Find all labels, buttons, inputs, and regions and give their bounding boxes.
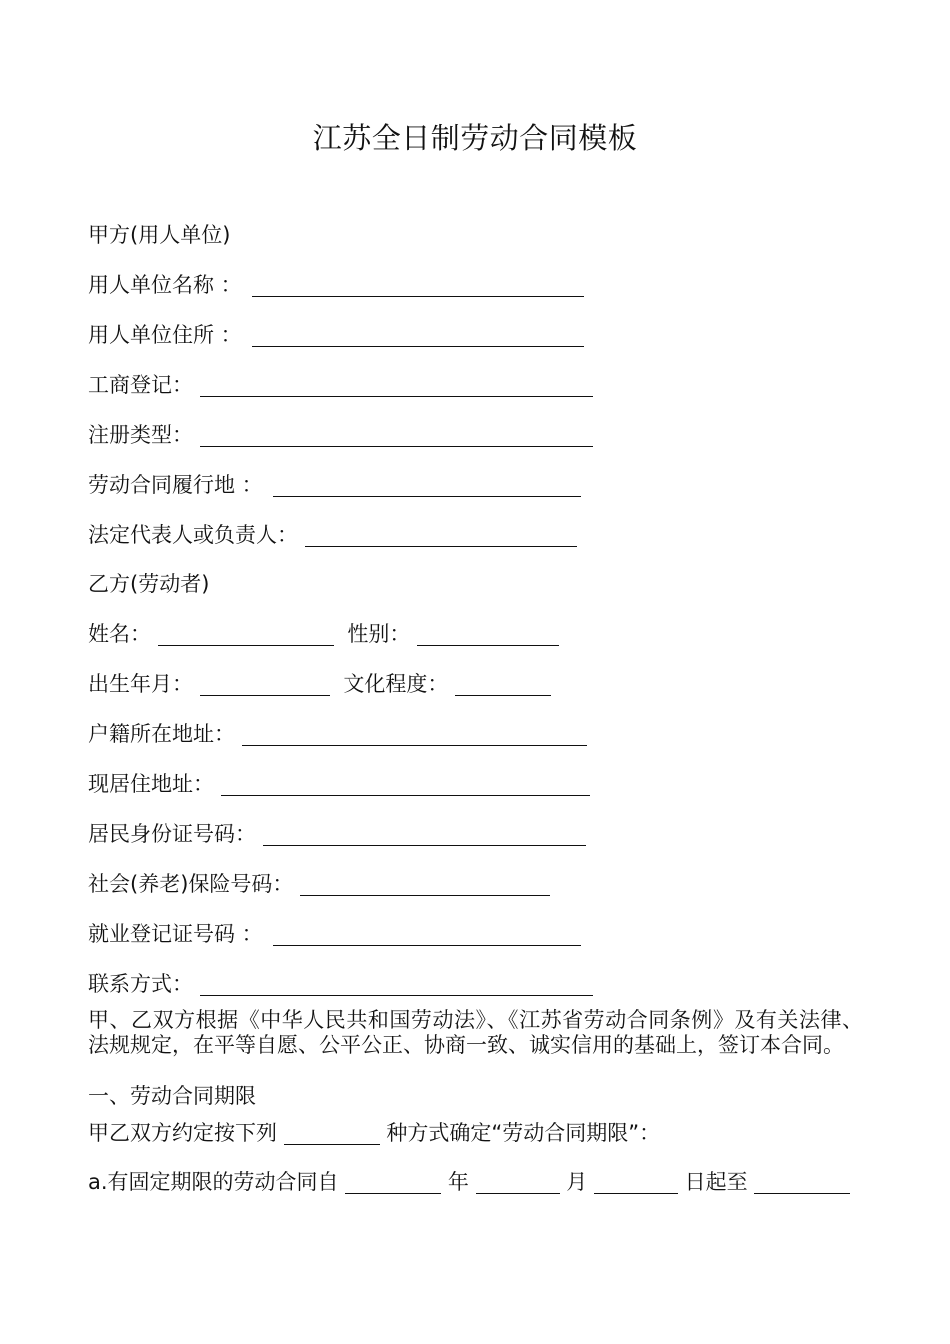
- current-address-blank[interactable]: [221, 768, 590, 796]
- business-registration-label: 工商登记：: [88, 373, 193, 397]
- birth-date-label: 出生年月：: [88, 672, 193, 696]
- start-year-blank[interactable]: [345, 1166, 441, 1194]
- household-address-row: [88, 718, 587, 750]
- contact-row: [88, 968, 593, 1000]
- party-b-heading: [88, 568, 209, 600]
- employment-registration-blank[interactable]: [273, 918, 581, 946]
- term-method-blank[interactable]: [284, 1117, 380, 1145]
- employment-registration-row: [88, 918, 581, 950]
- employer-name-label: 用人单位名称 ：: [88, 273, 242, 297]
- term-method-suffix: 种方式确定“劳动合同期限”：: [386, 1121, 661, 1145]
- employment-registration-label: 就业登记证号码 ：: [88, 922, 263, 946]
- pension-number-label: 社会(养老)保险号码：: [88, 872, 294, 896]
- contact-label: 联系方式：: [88, 972, 193, 996]
- section-1-heading: 一、劳动合同期限: [88, 1084, 256, 1108]
- employer-address-row: [88, 319, 584, 351]
- current-address-label: 现居住地址：: [88, 772, 214, 796]
- legal-representative-row: [88, 519, 577, 551]
- pension-number-blank[interactable]: [300, 868, 550, 896]
- name-gender-row: [88, 618, 559, 650]
- current-address-row: [88, 768, 590, 800]
- preamble-paragraph: 甲、乙双方根据《中华人民共和国劳动法》、《江苏省劳动合同条例》及有关法律、法规规定，在平等自愿、公平公正、协商一致、诚实信用的基础上，签订本合同。: [88, 1008, 863, 1057]
- party-a-heading: [88, 219, 230, 251]
- pension-number-row: [88, 868, 550, 900]
- registration-type-label: 注册类型：: [88, 423, 193, 447]
- year-label: 年: [447, 1170, 469, 1194]
- term-method-row: [88, 1117, 660, 1149]
- legal-representative-label: 法定代表人或负责人：: [88, 523, 298, 547]
- employer-name-row: [88, 269, 584, 301]
- work-location-row: [88, 469, 581, 501]
- business-registration-blank[interactable]: [200, 369, 593, 397]
- party-b-heading-text: 乙方(劳动者): [88, 572, 210, 596]
- gender-blank[interactable]: [417, 618, 559, 646]
- option-a-prefix: a.有固定期限的劳动合同自: [88, 1170, 339, 1194]
- education-blank[interactable]: [455, 668, 551, 696]
- employer-name-blank[interactable]: [252, 269, 584, 297]
- id-number-row: [88, 818, 586, 850]
- name-label: 姓名：: [88, 622, 151, 646]
- employer-address-label: 用人单位住所 ：: [88, 323, 242, 347]
- id-number-blank[interactable]: [263, 818, 586, 846]
- id-number-label: 居民身份证号码：: [88, 822, 256, 846]
- month-label: 月: [566, 1170, 588, 1194]
- household-address-label: 户籍所在地址：: [88, 722, 235, 746]
- end-year-blank[interactable]: [754, 1166, 850, 1194]
- gender-label: 性别：: [347, 622, 411, 646]
- contact-blank[interactable]: [200, 968, 593, 996]
- start-month-blank[interactable]: [476, 1166, 560, 1194]
- document-title: 江苏全日制劳动合同模板: [312, 121, 638, 155]
- employer-address-blank[interactable]: [252, 319, 584, 347]
- birth-education-row: [88, 668, 551, 700]
- work-location-label: 劳动合同履行地 ：: [88, 473, 263, 497]
- start-day-blank[interactable]: [594, 1166, 678, 1194]
- name-blank[interactable]: [158, 618, 334, 646]
- registration-type-blank[interactable]: [200, 419, 593, 447]
- birth-date-blank[interactable]: [200, 668, 330, 696]
- household-address-blank[interactable]: [242, 718, 587, 746]
- education-label: 文化程度：: [343, 672, 449, 696]
- registration-type-row: [88, 419, 593, 451]
- legal-representative-blank[interactable]: [305, 519, 577, 547]
- party-a-heading-text: 甲方(用人单位): [88, 223, 231, 247]
- business-registration-row: [88, 369, 593, 401]
- day-from-to-label: 日起至: [684, 1170, 748, 1194]
- term-method-prefix: 甲乙双方约定按下列: [88, 1121, 277, 1145]
- option-a-row: [88, 1166, 850, 1198]
- work-location-blank[interactable]: [273, 469, 581, 497]
